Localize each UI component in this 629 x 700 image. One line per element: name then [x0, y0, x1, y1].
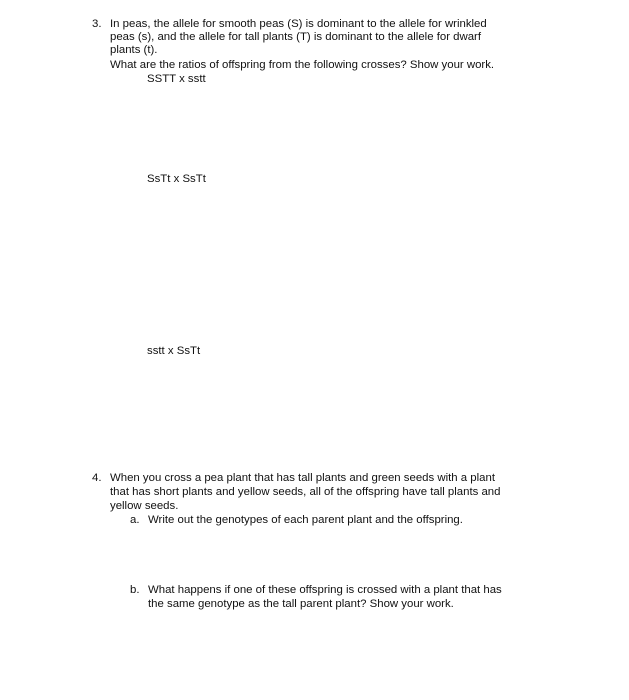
- part-b-text-line-2: the same genotype as the tall parent plant? Show your work.: [148, 598, 454, 610]
- part-a-letter: a.: [130, 514, 140, 526]
- question-3-number: 3.: [92, 18, 102, 30]
- question-3-prompt: What are the ratios of offspring from the following crosses? Show your work.: [110, 59, 495, 71]
- question-4-number: 4.: [92, 472, 102, 484]
- cross-3: sstt x SsTt: [147, 345, 201, 357]
- cross-2: SsTt x SsTt: [147, 173, 206, 185]
- question-3-text-line-1: In peas, the allele for smooth peas (S) is dominant to the allele for wrinkled: [110, 18, 487, 30]
- part-b-letter: b.: [130, 584, 140, 596]
- question-3-text-line-2: peas (s), and the allele for tall plants (T) is dominant to the allele for dwarf: [110, 31, 482, 43]
- question-3-text-line-3: plants (t).: [110, 44, 158, 56]
- question-4-text-line-3: yellow seeds.: [110, 500, 179, 512]
- question-4-text-line-2: that has short plants and yellow seeds, all of the offspring have tall plants and: [110, 486, 501, 498]
- question-4-text-line-1: When you cross a pea plant that has tall plants and green seeds with a plant: [110, 472, 495, 484]
- part-b-text-line-1: What happens if one of these offspring is crossed with a plant that has: [148, 584, 502, 596]
- part-a-text: Write out the genotypes of each parent plant and the offspring.: [148, 514, 463, 526]
- cross-1: SSTT x sstt: [147, 73, 206, 85]
